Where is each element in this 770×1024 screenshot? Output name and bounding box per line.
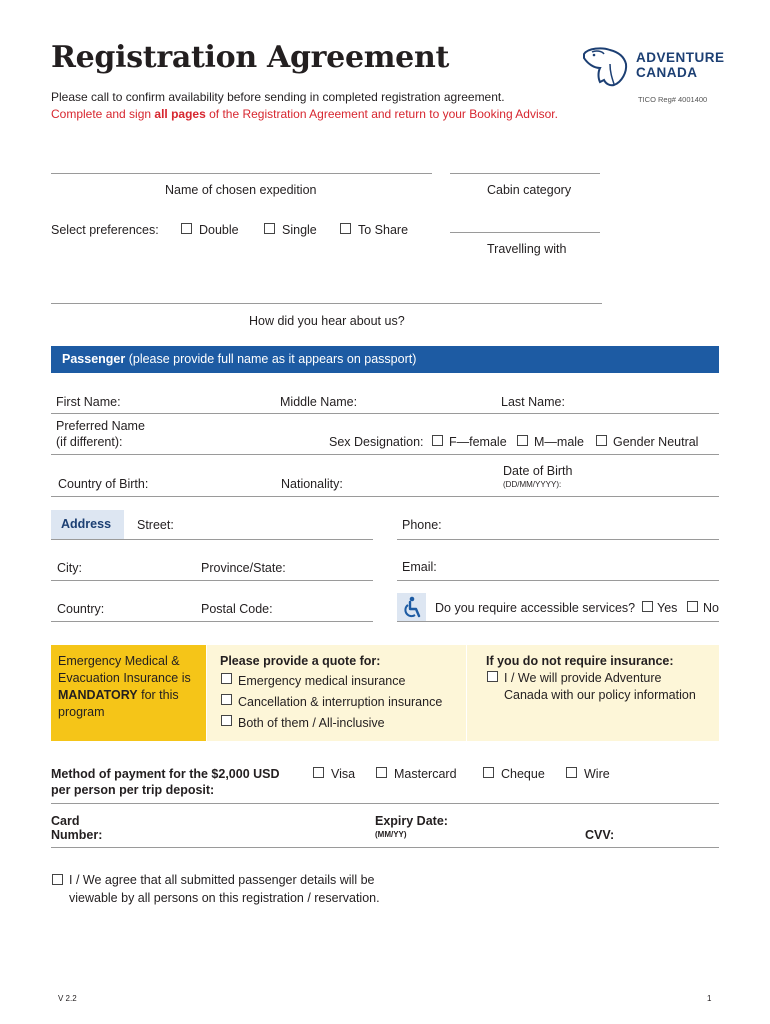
pref-single-label: Single (282, 223, 317, 237)
expedition-field[interactable] (51, 173, 432, 174)
decline-text-2: Canada with our policy information (504, 688, 696, 702)
preferred-name-field-line[interactable] (51, 454, 719, 455)
sex-female-label: F—female (449, 435, 507, 449)
cvv-label: CVV: (585, 828, 615, 842)
quote-heading: Please provide a quote for: (220, 654, 381, 668)
pref-share-checkbox[interactable] (340, 223, 351, 234)
page-title: Registration Agreement (51, 40, 450, 75)
first-name-label: First Name: (56, 395, 121, 409)
pref-single-checkbox[interactable] (264, 223, 275, 234)
accessible-yes-checkbox[interactable] (642, 601, 653, 612)
street-field-line[interactable] (51, 539, 373, 540)
logo-wordmark: ADVENTURE CANADA (636, 50, 725, 80)
pref-double-checkbox[interactable] (181, 223, 192, 234)
accessible-no-checkbox[interactable] (687, 601, 698, 612)
country-label: Country: (57, 602, 105, 616)
mandatory-text-4: program (58, 705, 105, 719)
version-label: V 2.2 (58, 994, 77, 1003)
travelling-with-label: Travelling with (487, 242, 567, 256)
dob-format: (DD/MM/YYYY): (503, 480, 562, 489)
card-number-label: Card (51, 814, 80, 828)
middle-name-label: Middle Name: (280, 395, 358, 409)
quote-both-label: Both of them / All-inclusive (238, 716, 385, 730)
accessible-services-question: Do you require accessible services? (435, 601, 636, 615)
pay-mastercard-checkbox[interactable] (376, 767, 387, 778)
sex-neutral-label: Gender Neutral (613, 435, 699, 449)
mandatory-text-2: Evacuation Insurance is (58, 671, 191, 685)
birth-field-line[interactable] (51, 496, 719, 497)
quote-both-checkbox[interactable] (221, 715, 232, 726)
quote-medical-checkbox[interactable] (221, 673, 232, 684)
accessible-no-label: No (703, 601, 719, 615)
country-of-birth-label: Country of Birth: (58, 477, 149, 491)
tico-registration: TICO Reg# 4001400 (638, 95, 708, 104)
passenger-section-header: Passenger (please provide full name as it appears on passport) (51, 346, 719, 373)
cabin-label: Cabin category (487, 183, 572, 197)
street-label: Street: (137, 518, 174, 532)
intro-instruction: Complete and sign all pages of the Registration Agreement and return to your Booking Advisor. (51, 107, 558, 121)
preferred-name-note: (if different): (56, 435, 123, 449)
accessibility-icon (397, 593, 426, 622)
pay-wire-label: Wire (584, 767, 610, 781)
expiry-format: (MM/YY) (375, 830, 407, 839)
pay-visa-checkbox[interactable] (313, 767, 324, 778)
accessible-yes-label: Yes (657, 601, 678, 615)
sex-male-checkbox[interactable] (517, 435, 528, 446)
sex-female-checkbox[interactable] (432, 435, 443, 446)
sex-neutral-checkbox[interactable] (596, 435, 607, 446)
accessible-field-line (397, 621, 719, 622)
hear-about-field[interactable] (51, 303, 602, 304)
expedition-label: Name of chosen expedition (165, 183, 317, 197)
city-label: City: (57, 561, 82, 575)
pay-cheque-label: Cheque (501, 767, 545, 781)
expiry-label: Expiry Date: (375, 814, 448, 828)
postal-code-label: Postal Code: (201, 602, 273, 616)
travelling-with-field[interactable] (450, 232, 600, 233)
card-field-line[interactable] (51, 847, 719, 848)
intro-text: Please call to confirm availability before sending in completed registration agreement. (51, 90, 505, 104)
phone-field-line[interactable] (397, 539, 719, 540)
pay-cheque-checkbox[interactable] (483, 767, 494, 778)
decline-text-1: I / We will provide Adventure (504, 671, 662, 685)
hear-about-label: How did you hear about us? (249, 314, 405, 328)
address-tab: Address (51, 510, 124, 539)
pay-wire-checkbox[interactable] (566, 767, 577, 778)
city-field-line[interactable] (51, 580, 373, 581)
email-field-line[interactable] (397, 580, 719, 581)
mandatory-text-3: MANDATORY for this (58, 688, 179, 702)
phone-label: Phone: (402, 518, 442, 532)
quote-medical-label: Emergency medical insurance (238, 674, 406, 688)
agreement-text-1: I / We agree that all submitted passenger details will be (69, 873, 375, 887)
pay-mastercard-label: Mastercard (394, 767, 457, 781)
sex-designation-label: Sex Designation: (329, 435, 424, 449)
country-field-line[interactable] (51, 621, 373, 622)
preferred-name-label: Preferred Name (56, 419, 145, 433)
agreement-text-2: viewable by all persons on this registration / reservation. (69, 891, 380, 905)
nationality-label: Nationality: (281, 477, 343, 491)
quote-cancel-label: Cancellation & interruption insurance (238, 695, 443, 709)
pref-double-label: Double (199, 223, 239, 237)
name-field-line[interactable] (51, 413, 719, 414)
preferences-label: Select preferences: (51, 223, 159, 237)
quote-cancel-checkbox[interactable] (221, 694, 232, 705)
decline-heading: If you do not require insurance: (486, 654, 674, 668)
card-number-label-2: Number: (51, 828, 103, 842)
page-number: 1 (707, 994, 712, 1003)
pay-visa-label: Visa (331, 767, 356, 781)
payment-divider (51, 803, 719, 804)
payment-method-note: per person per trip deposit: (51, 783, 215, 797)
pref-share-label: To Share (358, 223, 409, 237)
agreement-checkbox[interactable] (52, 874, 63, 885)
last-name-label: Last Name: (501, 395, 565, 409)
dob-label: Date of Birth (503, 464, 573, 478)
province-label: Province/State: (201, 561, 286, 575)
payment-method-label: Method of payment for the $2,000 USD (51, 767, 280, 781)
decline-insurance-checkbox[interactable] (487, 671, 498, 682)
cabin-field[interactable] (450, 173, 600, 174)
sex-male-label: M—male (534, 435, 585, 449)
email-label: Email: (402, 560, 437, 574)
mandatory-text-1: Emergency Medical & (58, 654, 180, 668)
